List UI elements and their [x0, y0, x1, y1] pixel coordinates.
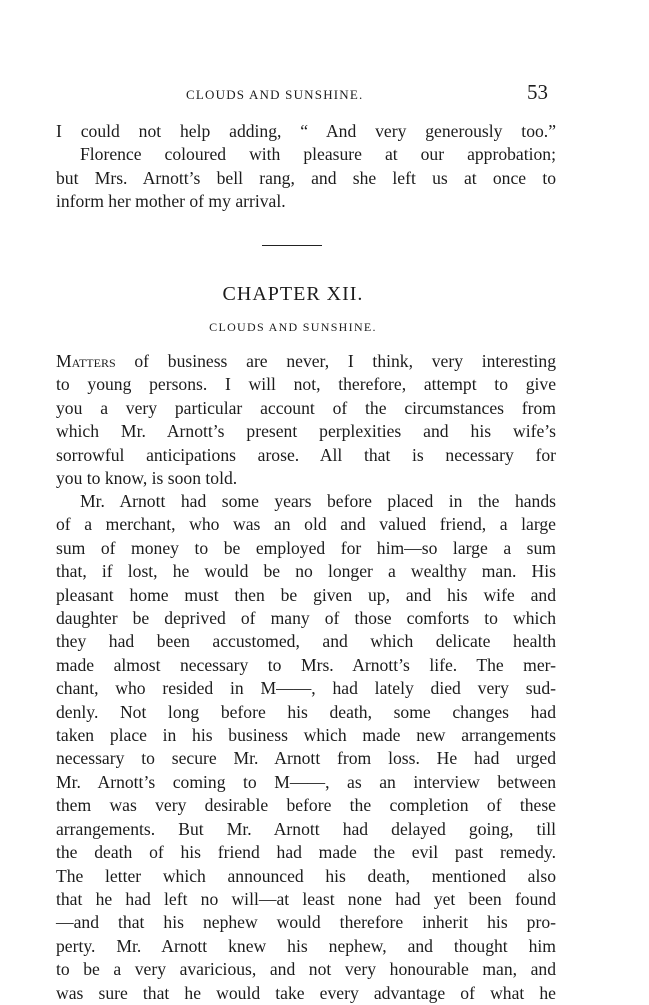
text-line: —and that his nephew would therefore inherit his pro- — [56, 912, 556, 933]
text-line: chant, who resided in M——, had lately died very sud- — [56, 678, 556, 699]
chapter-subtitle: CLOUDS AND SUNSHINE. — [209, 320, 377, 334]
text-line: to be a very avaricious, and not very honourable man, and — [56, 959, 556, 980]
paragraph-2 — [56, 490, 556, 1005]
text-line: made almost necessary to Mrs. Arnott’s life. The mer- — [56, 654, 556, 675]
text-line: necessary to secure Mr. Arnott from loss. He had urged — [56, 748, 556, 769]
text-line: to young persons. I will not, therefore, attempt to give — [56, 374, 556, 395]
section-divider — [262, 245, 322, 246]
text-line: was sure that he would take every advantage of what he — [56, 982, 556, 1003]
text-line: Florence coloured with pleasure at our approbation; — [80, 144, 556, 165]
dropword: Matters — [56, 351, 116, 371]
paragraph-1 — [56, 350, 556, 490]
running-title: CLOUDS AND SUNSHINE. — [186, 87, 364, 102]
text-line: pleasant home must then be given up, and his wife and — [56, 584, 556, 605]
chapter-heading: CHAPTER XII. — [222, 283, 364, 305]
text-line: daughter be deprived of many of those comforts to which — [56, 608, 556, 629]
text-line: sum of money to be employed for him—so large a sum — [56, 537, 556, 558]
text-line: sorrowful anticipations arose. All that is necessary for — [56, 444, 556, 465]
text-line: that, if lost, he would be no longer a wealthy man. His — [56, 561, 556, 582]
text-line: taken place in his business which made new arrangements — [56, 725, 556, 746]
running-head — [0, 80, 649, 110]
text-line: which Mr. Arnott’s present perplexities and his wife’s — [56, 421, 556, 442]
text-line: them was very desirable before the completion of these — [56, 795, 556, 816]
text-line: inform her mother of my arrival. — [56, 191, 286, 212]
text-line: perty. Mr. Arnott knew his nephew, and thought him — [56, 935, 556, 956]
text-fragment: of business are never, I think, very interesting — [115, 351, 556, 371]
page-number: 53 — [527, 80, 548, 104]
text-line: Mr. Arnott’s coming to M——, as an interview between — [56, 771, 556, 792]
text-line: the death of his friend had made the evil past remedy. — [56, 842, 556, 863]
text-line: arrangements. But Mr. Arnott had delayed going, till — [56, 818, 556, 839]
text-line: you a very particular account of the circumstances from — [56, 397, 556, 418]
text-line: The letter which announced his death, mentioned also — [56, 865, 556, 886]
opening-text — [56, 120, 556, 214]
text-line: of a merchant, who was an old and valued friend, a large — [56, 514, 556, 535]
text-line: but Mrs. Arnott’s bell rang, and she left us at once to — [56, 167, 556, 188]
text-line — [56, 350, 556, 373]
text-line: they had been accustomed, and which delicate health — [56, 631, 556, 652]
text-line: that he had left no will—at least none had yet been found — [56, 888, 556, 909]
text-line: denly. Not long before his death, some changes had — [56, 701, 556, 722]
text-line: Mr. Arnott had some years before placed in the hands — [80, 491, 556, 511]
text-line: you to know, is soon told. — [56, 468, 238, 489]
text-line: I could not help adding, “ And very generously too.” — [56, 121, 556, 141]
